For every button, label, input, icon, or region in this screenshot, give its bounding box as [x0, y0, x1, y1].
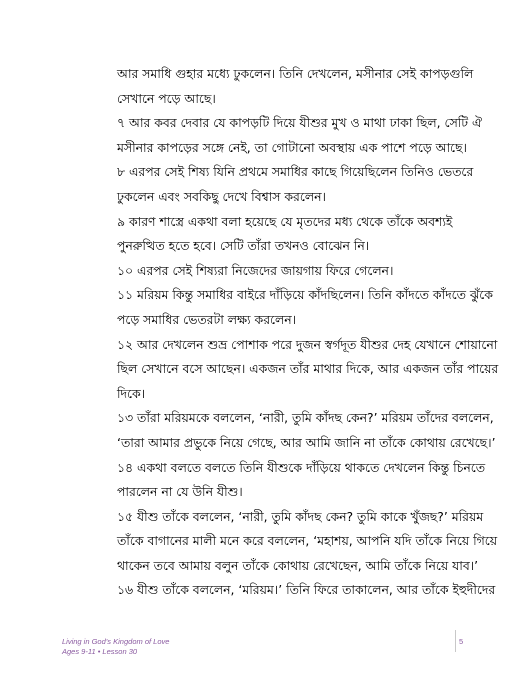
footer-title: Living in God’s Kingdom of Love [62, 637, 170, 646]
text-line: ‘তারা আমার প্রভুকে নিয়ে গেছে, আর আমি জানি না তাঁকে কোথায় রেখেছে।’ [117, 434, 496, 450]
text-line: পারলেন না যে উনি যীশু। [117, 484, 243, 500]
text-line: ১০ এরপর সেই শিষ্যরা নিজেদের জায়গায় ফিরে গেলেন। [117, 262, 394, 278]
text-line: ১২ আর দেখলেন শুভ্র পোশাক পরে দুজন স্বর্গদূত যীশুর দেহ যেখানে শোয়ানো [117, 336, 498, 352]
text-line: ৮ এরপর সেই শিষ্য যিনি প্রথমে সমাধির কাছে গিয়েছিলেন তিনিও ভেতরে [117, 164, 474, 180]
footer-divider [455, 630, 456, 652]
text-line: ১১ মরিয়ম কিন্তু সমাধির বাইরে দাঁড়িয়ে কাঁদছিলেন। তিনি কাঁদতে কাঁদতে ঝুঁকে [117, 287, 493, 303]
page-number: 5 [459, 637, 464, 646]
text-line: আর সমাধি গুহার মধ্যে ঢুকলেন। তিনি দেখলেন, মসীনার সেই কাপড়গুলি [117, 66, 474, 81]
text-line: সেখানে পড়ে আছে। [117, 90, 216, 106]
page-footer [62, 637, 169, 657]
text-line: থাকেন তবে আমায় বলুন তাঁকে কোথায় রেখেছেন, আমি তাঁকে নিয়ে যাব।’ [117, 557, 479, 573]
text-line: ১৩ তাঁরা মরিয়মকে বললেন, ‘নারী, তুমি কাঁদছ কেন?’ মরিয়ম তাঁদের বললেন, [117, 410, 494, 426]
text-line: ৭ আর কবর দেবার যে কাপড়টি দিয়ে যীশুর মুখ ও মাথা ঢাকা ছিল, সেটি ঐ [117, 115, 482, 131]
text-line: ৯ কারণ শাস্ত্রে একথা বলা হয়েছে যে মৃতদের মধ্য থেকে তাঁকে অবশ্যই [117, 213, 453, 229]
text-line: দিকে। [117, 385, 146, 401]
text-line: পড়ে সমাধির ভেতরটা লক্ষ্য করলেন। [117, 311, 297, 327]
text-line: ১৫ যীশু তাঁকে বললেন, ‘নারী, তুমি কাঁদছ কেন? তুমি কাকে খুঁজছ?’ মরিয়ম [117, 508, 484, 524]
text-line: পুনরুত্থিত হতে হবে। সেটি তাঁরা তখনও বোঝেন নি। [117, 238, 370, 254]
text-line: তাঁকে বাগানের মালী মনে করে বললেন, ‘মহাশয়, আপনি যদি তাঁকে নিয়ে গিয়ে [117, 533, 498, 549]
footer-subtitle: Ages 9-11 • Lesson 30 [62, 647, 138, 656]
text-line: ছিল সেখানে বসে আছেন। একজন তাঁর মাথার দিকে, আর একজন তাঁর পায়ের [117, 361, 499, 377]
text-line: ঢুকলেন এবং সবকিছু দেখে বিশ্বাস করলেন। [117, 188, 326, 204]
text-line: মসীনার কাপড়ের সঙ্গে নেই, তা গোটানো অবস্থায় এক পাশে পড়ে আছে। [117, 139, 467, 155]
text-line: ১৪ একথা বলতে বলতে তিনি যীশুকে দাঁড়িয়ে থাকতে দেখলেন কিন্তু চিনতে [117, 459, 486, 475]
text-line: ১৬ যীশু তাঁকে বললেন, ‘মরিয়ম।’ তিনি ফিরে তাকালেন, আর তাঁকে ইহুদীদের [117, 582, 496, 598]
scripture-text [117, 62, 499, 603]
